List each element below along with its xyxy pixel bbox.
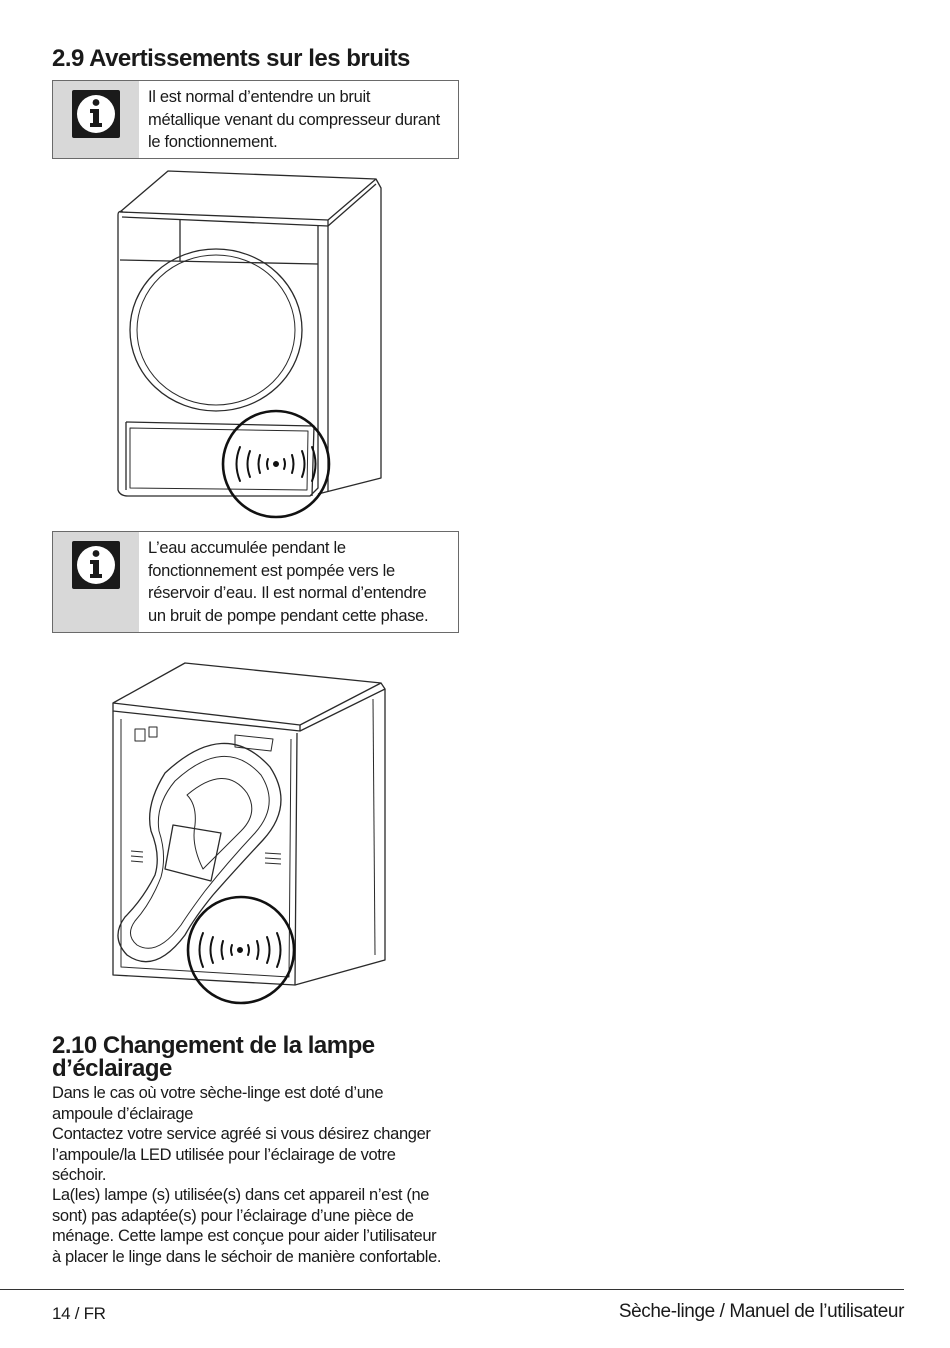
notice-line: Il est normal d’entendre un bruit bbox=[148, 88, 371, 106]
notice-line: un bruit de pompe pendant cette phase. bbox=[148, 606, 429, 625]
info-icon bbox=[70, 539, 122, 591]
notice-line: le fonctionnement. bbox=[148, 133, 278, 151]
dryer-front-illustration bbox=[100, 160, 400, 526]
notice-text bbox=[139, 81, 448, 158]
lamp-paragraph-1 bbox=[52, 1083, 472, 1124]
text-line: Dans le cas où votre sèche-linge est doté d’une bbox=[52, 1084, 384, 1102]
footer-divider bbox=[0, 1289, 904, 1290]
text-line: ampoule d’éclairage bbox=[52, 1104, 194, 1123]
section-title-noise: 2.9 Avertissements sur les bruits bbox=[52, 45, 410, 72]
notice-line: réservoir d’eau. Il est normal d’entendre bbox=[148, 584, 427, 602]
lamp-paragraph-2 bbox=[52, 1124, 472, 1186]
info-notice-compressor bbox=[52, 80, 459, 159]
dryer-back-illustration bbox=[95, 655, 405, 1015]
section-title-lamp bbox=[52, 1034, 472, 1080]
manual-title: Sèche-linge / Manuel de l’utilisateur bbox=[618, 1301, 904, 1322]
sound-waves-icon bbox=[200, 933, 281, 967]
info-icon-cell bbox=[53, 532, 139, 632]
lamp-paragraph-3 bbox=[52, 1185, 472, 1267]
text-line: sont) pas adaptée(s) pour l’éclairage d’une pièce de bbox=[52, 1206, 414, 1225]
text-line: séchoir. bbox=[52, 1166, 107, 1184]
notice-line: métallique venant du compresseur durant bbox=[148, 110, 440, 129]
title-line: d’éclairage bbox=[52, 1055, 172, 1082]
notice-text bbox=[139, 532, 436, 632]
title-line: 2.10 Changement de la lampe bbox=[52, 1032, 375, 1059]
notice-line: fonctionnement est pompée vers le bbox=[148, 561, 395, 580]
info-notice-pump bbox=[52, 531, 459, 633]
text-line: à placer le linge dans le séchoir de manière confortable. bbox=[52, 1247, 442, 1266]
text-line: l’ampoule/la LED utilisée pour l’éclairage de votre bbox=[52, 1145, 396, 1164]
notice-line: L’eau accumulée pendant le bbox=[148, 539, 346, 557]
info-icon-cell bbox=[53, 81, 139, 158]
info-icon bbox=[70, 88, 122, 140]
text-line: La(les) lampe (s) utilisée(s) dans cet appareil n’est (ne bbox=[52, 1186, 430, 1204]
page-number: 14 / FR bbox=[52, 1304, 106, 1323]
text-line: Contactez votre service agréé si vous désirez changer bbox=[52, 1125, 431, 1143]
text-line: ménage. Cette lampe est conçue pour aider l’utilisateur bbox=[52, 1227, 437, 1245]
